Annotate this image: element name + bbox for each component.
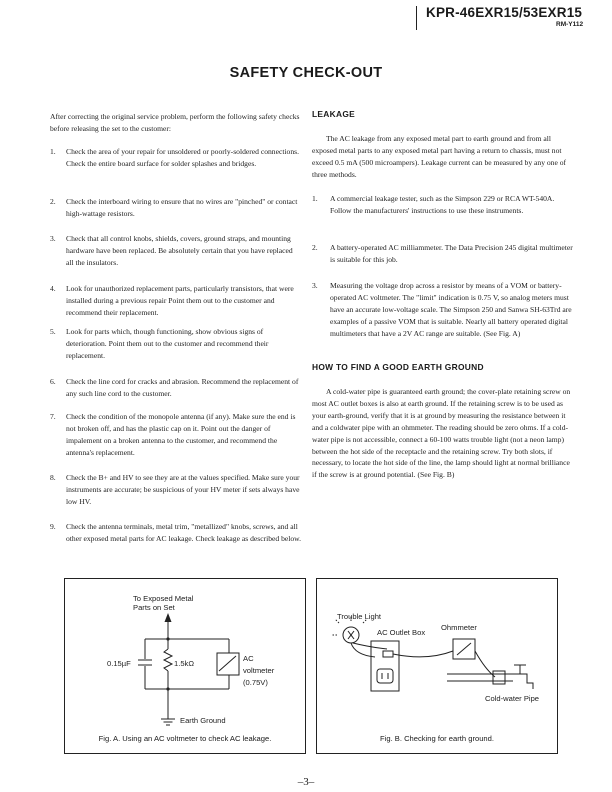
figure-b — [316, 578, 558, 754]
check-text: Check the interboard wiring to ensure that no wires are "pinched" or contact high-wattage resistors. — [66, 197, 298, 218]
check-item-7 — [50, 411, 302, 459]
outlet-box-label: AC Outlet Box — [377, 628, 426, 637]
check-item-5 — [50, 326, 302, 362]
check-text: Look for unauthorized replacement parts, particularly transistors, that were installed during a previous repair Point them out to the customer and recommend their replacement. — [66, 284, 294, 317]
leakage-method-1 — [312, 193, 574, 217]
figure-a-caption: Fig. A. Using an AC voltmeter to check AC leakage. — [98, 734, 272, 743]
resistor-label: 1.5kΩ — [174, 659, 195, 668]
pipe-label: Cold-water Pipe — [485, 694, 540, 703]
page-number: –3– — [297, 776, 315, 788]
method-text: Measuring the voltage drop across a resistor by means of a VOM or battery-operated AC voltmeter. The "limit" indication is 0.75 V, so analog meters must have an accurate low-voltage scale. The Simpson 250 and Sanwa SH-63Trd are examples of a passive VOM that is suitable. Nearly all battery operated digital multimeters that have a 2V AC range are suitable. (See Fig. A) — [330, 281, 572, 338]
check-number: 4. — [50, 284, 56, 293]
leakage-paragraph: The AC leakage from any exposed metal part to earth ground and from all exposed metal parts to any exposed metal part having a return to chassis, must not exceed 0.5 mA (500 microampers). Leakage current can be measured by any one of three methods. — [312, 134, 567, 179]
node-dot — [166, 687, 169, 690]
check-item-4 — [50, 283, 302, 319]
check-number: 3. — [50, 234, 56, 243]
ohmmeter-lead — [475, 651, 495, 677]
intro-paragraph: After correcting the original service problem, perform the following safety checks before releasing the set to the customer: — [50, 112, 300, 133]
ohmmeter-needle — [457, 643, 471, 655]
check-number: 2. — [50, 197, 56, 206]
check-number: 6. — [50, 377, 56, 386]
check-number: 1. — [50, 147, 56, 156]
figure-a-circuit — [65, 579, 305, 753]
check-text: Check the line cord for cracks and abrasion. Recommend the replacement of any such line cord to the customer. — [66, 377, 299, 398]
figure-a — [64, 578, 306, 754]
ohmmeter-label: Ohmmeter — [441, 623, 477, 632]
check-text: Check that all control knobs, shields, covers, ground straps, and mounting hardware have been replaced. Be absolutely certain that you have replaced all the insulators. — [66, 234, 293, 267]
leakage-heading: LEAKAGE — [312, 109, 356, 119]
leakage-method-3 — [312, 280, 574, 340]
ground-label: Earth Ground — [180, 716, 226, 725]
check-text: Look for parts which, though functioning, show obvious signs of deterioration. Point them out to the customer and recommend their replacement. — [66, 327, 269, 360]
faucet-spout — [513, 674, 533, 689]
figure-b-diagram — [317, 579, 557, 753]
check-text: Check the antenna terminals, metal trim, "metallized" knobs, screws, and all other exposed metal parts for AC leakage. Check leakage as described below. — [66, 522, 302, 543]
ohmmeter-lead — [393, 651, 453, 657]
capacitor-label: 0.15µF — [107, 659, 131, 668]
check-item-6 — [50, 376, 302, 400]
probe-arrowhead — [165, 613, 172, 622]
voltmeter-label-3: (0.75V) — [243, 678, 268, 687]
page-title: SAFETY CHECK-OUT — [229, 65, 383, 81]
retaining-screw — [383, 651, 393, 657]
check-item-9 — [50, 521, 308, 545]
check-number: 9. — [50, 522, 56, 531]
model-remote: RM-Y112 — [556, 21, 584, 28]
check-number: 7. — [50, 412, 56, 421]
check-number: 8. — [50, 473, 56, 482]
check-item-8 — [50, 472, 302, 508]
pipe-coupling — [493, 671, 505, 684]
check-text: Check the area of your repair for unsoldered or poorly-soldered connections. Check the entire board surface for solder splashes and bridges. — [66, 147, 299, 168]
resistor-zigzag — [164, 649, 172, 671]
method-number: 3. — [312, 281, 318, 290]
method-number: 2. — [312, 243, 318, 252]
voltmeter-needle — [219, 656, 236, 671]
leakage-method-2 — [312, 242, 574, 266]
method-text: A battery-operated AC milliammeter. The Data Precision 245 digital multimeter is suitable for this job. — [330, 243, 573, 264]
ground-heading: HOW TO FIND A GOOD EARTH GROUND — [312, 362, 484, 372]
check-text: Check the B+ and HV to see they are at the values specified. Make sure your instruments are accurate; be suspicious of your HV meter if sets always have low HV. — [66, 473, 300, 506]
method-text: A commercial leakage tester, such as the Simpson 229 or RCA WT-540A. Follow the manufacturers' instructions to use these instruments. — [330, 194, 555, 215]
figure-b-caption: Fig. B. Checking for earth ground. — [380, 734, 494, 743]
probe-label-line-1: To Exposed Metal — [133, 594, 194, 603]
outlet-receptacle — [377, 669, 393, 683]
check-item-2 — [50, 196, 302, 220]
probe-label-line-2: Parts on Set — [133, 603, 175, 612]
node-dot — [166, 637, 169, 640]
lamp-cord — [353, 643, 387, 649]
check-item-1 — [50, 146, 302, 170]
check-number: 5. — [50, 327, 56, 336]
check-text: Check the condition of the monopole antenna (if any). Make sure the end is not broken off, and has the plastic cap on it. Point out the danger of impalement on a broken antenna to the customer, and recommend the antenna's replacement. — [66, 412, 296, 457]
method-number: 1. — [312, 194, 318, 203]
check-item-3 — [50, 233, 302, 269]
voltmeter-label-1: AC — [243, 654, 254, 663]
trouble-light-label: Trouble Light — [337, 612, 382, 621]
model-number: KPR-46EXR15/53EXR15 — [426, 5, 583, 20]
voltmeter-label-2: voltmeter — [243, 666, 275, 675]
ground-paragraph: A cold-water pipe is guaranteed earth ground; the cover-plate retaining screw on most AC outlet boxes is also at earth ground. If the retaining screw is to be used as your earth-ground, verify that it is at ground by measuring the resistance between it and a coldwater pipe with an ohmmeter. The reading should be zero ohms. If a cold-water pipe is not accessible, connect a 60-100 watts trouble light (not a neon lamp) between the hot side of the receptacle and the retaining screw. Try both slots, if necessary, to locate the hot side of the line, the lamp should light at normal brilliance if the screw is at ground potential. (See Fig. B) — [312, 387, 571, 480]
